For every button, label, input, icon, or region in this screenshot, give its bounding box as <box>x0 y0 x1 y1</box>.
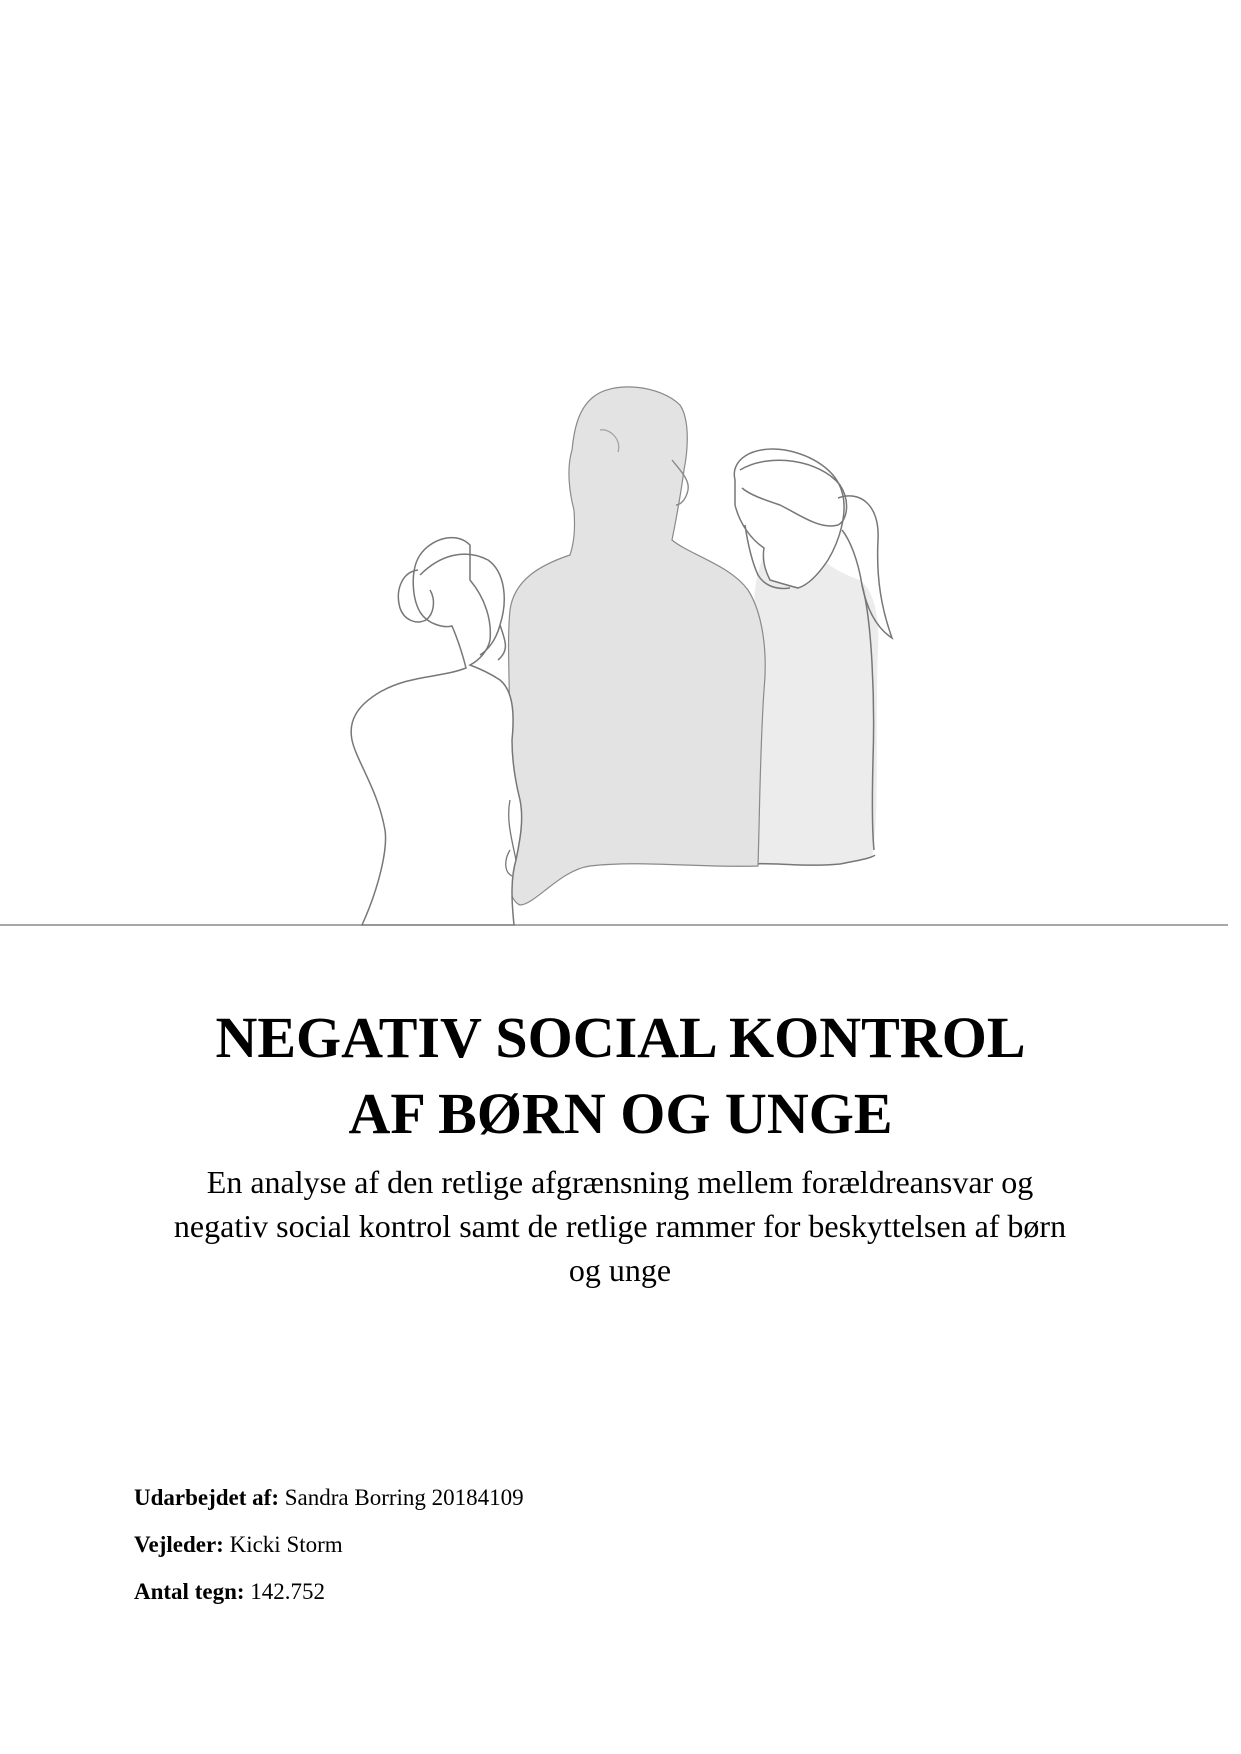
meta-character-count-label: Antal tegn: <box>134 1579 245 1604</box>
woman-figure <box>351 538 522 925</box>
cover-illustration <box>0 380 1241 940</box>
meta-supervisor-value: Kicki Storm <box>223 1532 343 1557</box>
meta-author <box>134 1485 934 1511</box>
title-line-2: AF BØRN OG UNGE <box>348 1081 893 1146</box>
meta-character-count <box>134 1579 934 1605</box>
subtitle: En analyse af den retlige afgrænsning mellem forældreansvar og negativ social kontrol samt de retlige rammer for beskyttelsen af børn og unge <box>173 1164 1067 1288</box>
page-title <box>0 1000 1241 1152</box>
meta-supervisor-label: Vejleder: <box>134 1532 224 1557</box>
meta-supervisor <box>134 1532 934 1558</box>
meta-character-count-value: 142.752 <box>244 1579 326 1604</box>
title-line-1: NEGATIV SOCIAL KONTROL <box>215 1005 1026 1070</box>
meta-block <box>134 1485 934 1626</box>
meta-author-value: Sandra Borring 20184109 <box>279 1485 524 1510</box>
man-figure <box>505 387 765 905</box>
meta-author-label: Udarbejdet af: <box>134 1485 279 1510</box>
